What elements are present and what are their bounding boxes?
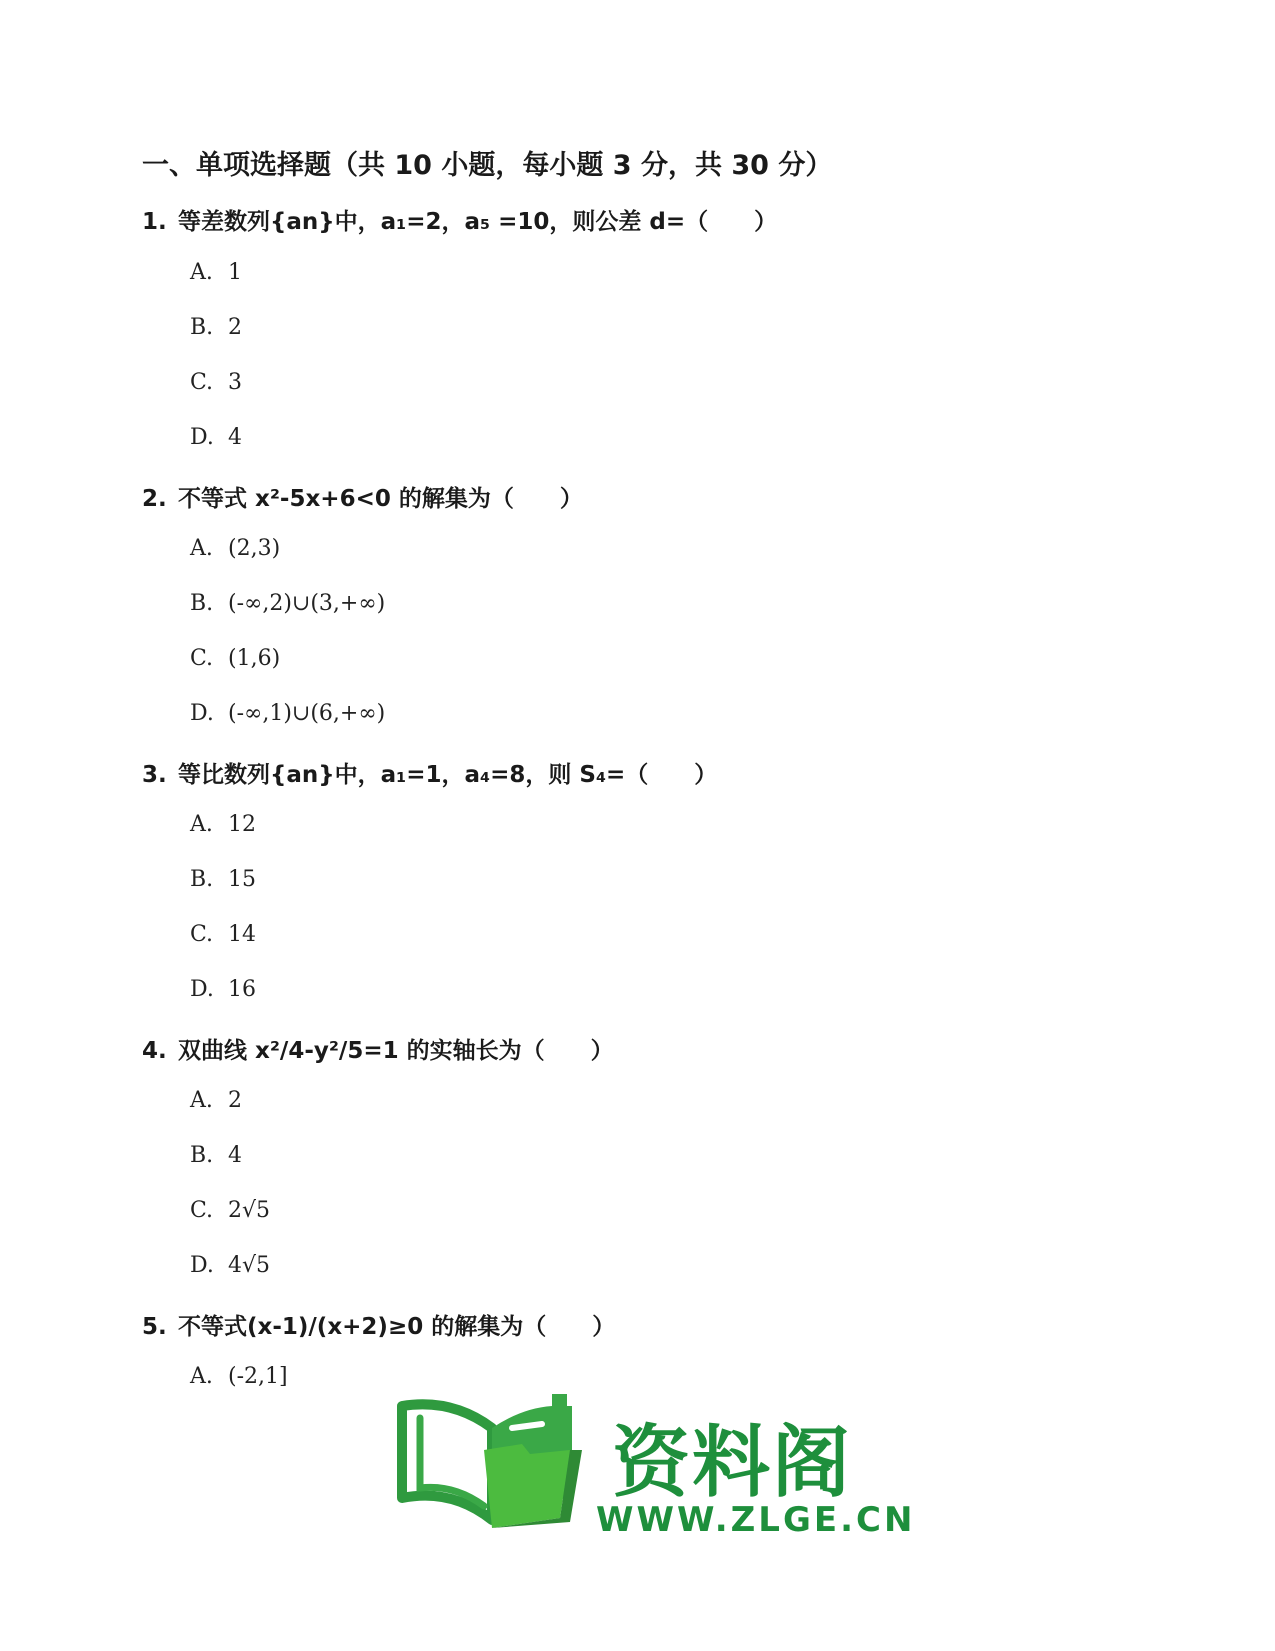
option-text: (-∞,2)∪(3,+∞)	[228, 591, 386, 616]
option-label: A.	[190, 812, 213, 837]
watermark-url: WWW.ZLGE.CN	[596, 1500, 916, 1540]
question-4	[142, 1032, 614, 1065]
option-2b	[190, 591, 385, 616]
question-number: 5.	[142, 1314, 167, 1340]
option-text: (2,3)	[228, 536, 281, 561]
option-1a	[190, 260, 242, 285]
option-text: 14	[228, 922, 256, 947]
option-2c	[190, 646, 280, 671]
option-text: (-2,1]	[228, 1364, 288, 1389]
option-label: D.	[190, 425, 214, 450]
question-text: 等比数列{an}中，a₁=1，a₄=8，则 S₄=（ ）	[178, 762, 718, 788]
question-number: 3.	[142, 762, 167, 788]
option-label: B.	[190, 867, 214, 892]
option-label: D.	[190, 977, 214, 1002]
option-label: B.	[190, 591, 214, 616]
option-4d	[190, 1253, 270, 1278]
option-4c	[190, 1198, 270, 1223]
option-3d	[190, 977, 256, 1002]
option-text: 2	[228, 315, 242, 340]
option-text: (1,6)	[228, 646, 281, 671]
option-text: 4√5	[228, 1253, 271, 1278]
option-text: 4	[228, 425, 242, 450]
option-label: D.	[190, 701, 214, 726]
option-text: 4	[228, 1143, 242, 1168]
option-1c	[190, 370, 242, 395]
option-5a	[190, 1364, 288, 1389]
question-1	[142, 203, 777, 236]
option-3c	[190, 922, 256, 947]
watermark-name: 资料阁	[612, 1418, 853, 1508]
question-number: 2.	[142, 486, 167, 512]
option-text: 15	[228, 867, 256, 892]
option-text: 2√5	[228, 1198, 271, 1223]
question-5	[142, 1308, 615, 1341]
option-4a	[190, 1088, 242, 1113]
option-text: (-∞,1)∪(6,+∞)	[228, 701, 386, 726]
option-3a	[190, 812, 256, 837]
question-2	[142, 480, 583, 513]
option-label: A.	[190, 260, 213, 285]
question-text: 不等式 x²-5x+6<0 的解集为（ ）	[178, 486, 583, 512]
option-label: A.	[190, 1088, 213, 1113]
option-label: B.	[190, 315, 214, 340]
option-label: B.	[190, 1143, 214, 1168]
option-text: 12	[228, 812, 256, 837]
question-3	[142, 756, 717, 789]
option-label: C.	[190, 370, 214, 395]
option-label: C.	[190, 646, 214, 671]
option-1d	[190, 425, 242, 450]
option-text: 16	[228, 977, 256, 1002]
option-4b	[190, 1143, 242, 1168]
section-title: 一、单项选择题（共 10 小题，每小题 3 分，共 30 分）	[142, 150, 833, 181]
option-label: D.	[190, 1253, 214, 1278]
question-number: 1.	[142, 209, 167, 235]
question-text: 不等式(x-1)/(x+2)≥0 的解集为（ ）	[178, 1314, 616, 1340]
option-2a	[190, 536, 280, 561]
option-3b	[190, 867, 256, 892]
question-text: 等差数列{an}中，a₁=2，a₅ =10，则公差 d=（ ）	[178, 209, 778, 235]
option-text: 1	[228, 260, 242, 285]
option-label: A.	[190, 1364, 213, 1389]
question-number: 4.	[142, 1038, 167, 1064]
option-text: 2	[228, 1088, 242, 1113]
option-label: C.	[190, 1198, 214, 1223]
option-label: C.	[190, 922, 214, 947]
option-2d	[190, 701, 385, 726]
option-1b	[190, 315, 242, 340]
option-text: 3	[228, 370, 242, 395]
question-text: 双曲线 x²/4-y²/5=1 的实轴长为（ ）	[178, 1038, 614, 1064]
option-label: A.	[190, 536, 213, 561]
